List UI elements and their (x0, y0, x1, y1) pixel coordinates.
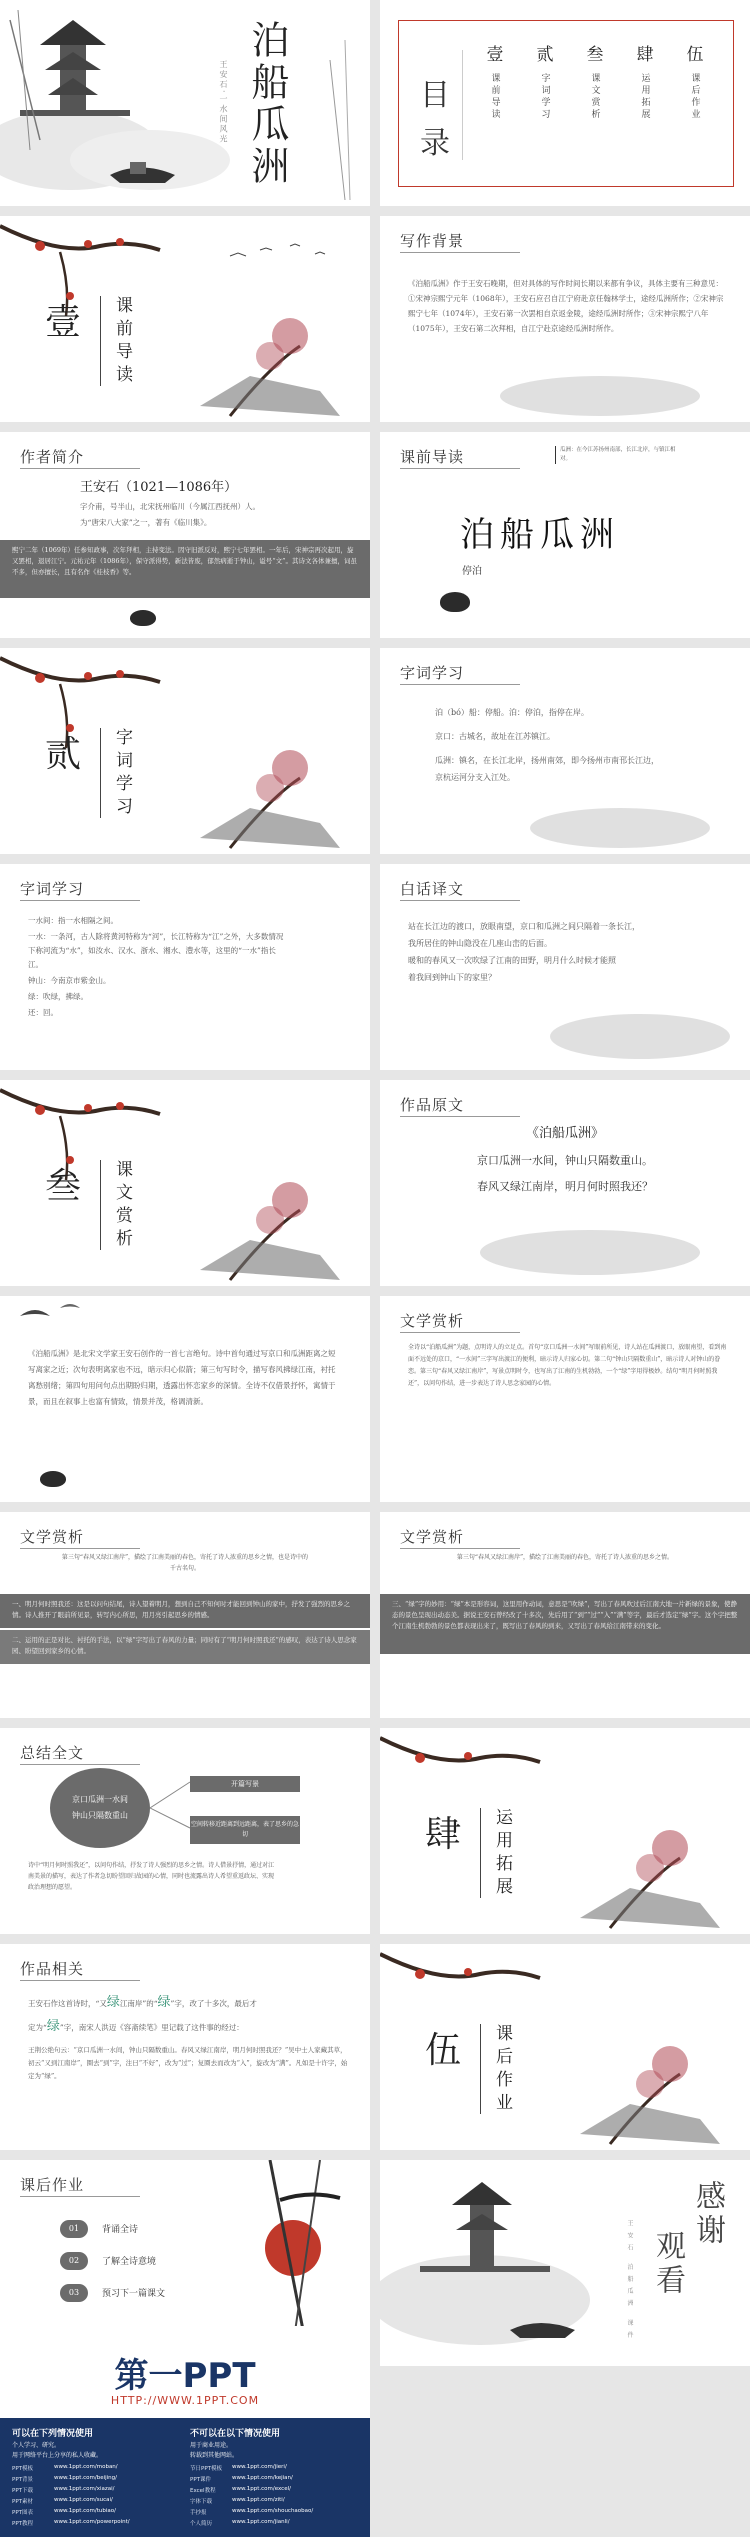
toc-divider (462, 50, 463, 160)
heading-underline (20, 468, 140, 469)
thanks-title-a: 感谢 (690, 2180, 725, 2248)
toc-item[interactable] (575, 40, 615, 121)
footer-link-row[interactable] (190, 2464, 360, 2474)
slide-appreciation-4 (380, 1512, 750, 1718)
vocab-line: 一水间：指一水相隔之间。 (28, 916, 118, 925)
section-divider (480, 1808, 481, 1898)
toc-item-number: 肆 (636, 45, 654, 65)
thanks-title-b: 观看 (650, 2230, 685, 2298)
toc-item-number: 叁 (586, 45, 604, 65)
slide-cover (0, 0, 370, 206)
footer-link-label: PPT课件 (190, 2477, 211, 2483)
vocab-line: 一水：一条河，古人除将黄河特称为“河”，长江特称为“江”之外，大多数情况下称河流为“水”，如汝水、汉水、浙水、湘水、澧水等，这里的“一水”指长江。 (28, 932, 284, 969)
slide-section-2 (0, 648, 370, 854)
appreciation-intro: 第三句“春风又绿江南岸”，描绘了江南美丽的春色，寄托了诗人浓重的思乡之情，也是诗中的千古名句。 (61, 1554, 309, 1572)
vocab-line-3: 瓜洲：镇名，在长江北岸，扬州南郊，即今扬州市南邗长江边，京杭运河分支入江处。 (435, 756, 659, 782)
cover-title: 泊船瓜洲 (245, 20, 289, 188)
slide-appreciation-1 (0, 1296, 370, 1502)
highlight-word: 绿 (106, 1995, 120, 2010)
toc-title-b: 录 (420, 126, 450, 161)
cover-subtitle: 王安石·一水间风光 (219, 60, 228, 145)
footer-link-label: 手抄报 (190, 2510, 207, 2516)
footer-logo: 第一PPT (114, 2356, 256, 2396)
highlight-word: 绿 (157, 1995, 171, 2010)
author-band: 熙宁二年（1069年）任参知政事，次年拜相，主持变法。因守旧派反对，熙宁七年罢相。一年后，宋神宗再次起用，旋又罢相，退居江宁。元祐元年（1086年），保守派得势，新法皆废，郁然病逝于钟山，谥号“文”。其诗文各体兼擅，词虽不多，但亦擅长，且有名作《桂枝香》等。 (0, 540, 370, 598)
heading-underline (400, 1332, 520, 1333)
homework-number-badge: 01 (60, 2220, 88, 2238)
slide-section-5 (380, 1944, 750, 2150)
section-number: 贰 (45, 734, 82, 775)
section-number: 壹 (45, 302, 82, 343)
vocab-list (28, 914, 288, 1022)
appreciation-band: 三、“绿”字的妙用：“绿”本是形容词，这里用作动词，意思是“吹绿”，写出了春风吹过后江南大地一片新绿的景象，使静态的景色呈现出动态美。据说王安石曾经改了十多次，先后用了“到”“过”“入”“满”等字，最后才选定“绿”字。这个字把整个江南生机勃勃的景色都表现出来了，既写出了春风的到来，又写出了春风给江南带来的变化。 (380, 1594, 750, 1654)
slide-thanks (380, 2160, 750, 2366)
slide-translation (380, 864, 750, 1070)
section-vertical-title: 运用拓展 (492, 1808, 512, 1900)
toc-item-number: 贰 (536, 45, 554, 65)
slide-toc (380, 0, 750, 206)
translation-line: 着我回到钟山下的家里？ (408, 973, 496, 982)
translation-text (408, 918, 728, 986)
ink-mountain (550, 1014, 730, 1059)
can-use-2: 用于网络平台上分享的私人收藏。 (12, 2452, 103, 2459)
slide-vocab-2 (0, 864, 370, 1070)
toc-item-label: 运用拓展 (639, 73, 650, 121)
section-divider (480, 2024, 481, 2114)
footer-link-url[interactable]: www.1ppt.com/shouchaobao/ (232, 2508, 314, 2514)
slide-heading: 作品相关 (20, 1960, 85, 1978)
homework-text: 背诵全诗 (102, 2225, 139, 2235)
homework-number-badge: 02 (60, 2252, 88, 2270)
author-name: 王安石（1021—1086年） (80, 480, 238, 495)
slide-heading: 总结全文 (20, 1744, 85, 1762)
homework-text: 预习下一篇课文 (102, 2289, 166, 2299)
ink-stone (440, 592, 470, 612)
author-line-1: 字介甫，号半山，北宋抚州临川（今属江西抚州）人。 (80, 502, 260, 511)
heading-underline (400, 468, 520, 469)
vocab-line-2: 京口：古城名，故址在江苏镇江。 (435, 732, 555, 741)
text-span: 定为“ (28, 2023, 47, 2032)
footer-link-url[interactable]: www.1ppt.com/tubiao/ (54, 2508, 116, 2514)
slide-heading: 课后作业 (20, 2176, 85, 2194)
homework-text: 了解全诗意境 (102, 2257, 157, 2267)
slide-author (0, 432, 370, 638)
footer-link-label: PPT素材 (12, 2499, 33, 2505)
toc-item-label: 课文赏析 (589, 73, 600, 121)
heading-underline (400, 252, 520, 253)
section-vertical-title: 课后作业 (492, 2024, 512, 2116)
text-span: 江南岸”的“ (119, 1999, 158, 2008)
footer-link-url[interactable]: www.1ppt.com/jianli/ (232, 2519, 290, 2525)
section-divider (100, 1160, 101, 1250)
footer-link-label: PPT背景 (12, 2477, 33, 2483)
footer-link-row[interactable] (12, 2464, 182, 2474)
ink-stone (40, 1471, 66, 1487)
text-span: 王安石作这首诗时，“又 (28, 1999, 107, 2008)
slide-heading: 文学赏析 (400, 1312, 465, 1330)
footer-card (0, 2326, 370, 2537)
toc-item[interactable] (675, 40, 715, 121)
heading-underline (20, 1764, 140, 1765)
cannot-use-1: 用于商业用途。 (190, 2442, 233, 2449)
pavilion-ink-painting (0, 0, 370, 206)
slide-heading: 课前导读 (400, 448, 465, 466)
footer-link-url[interactable]: www.1ppt.com/sucai/ (54, 2497, 113, 2503)
slide-appreciation-3 (0, 1512, 370, 1718)
footer-link-label: Excel教程 (190, 2488, 216, 2494)
slide-original-text (380, 1080, 750, 1286)
toc-item-label: 课前导读 (489, 73, 500, 121)
appreciation-intro: 第三句“春风又绿江南岸”，描绘了江南美丽的春色，寄托了诗人浓重的思乡之情。 (456, 1554, 674, 1561)
section-divider (100, 728, 101, 818)
appreciation-text: 《泊船瓜洲》是北宋文学家王安石创作的一首七言绝句。诗中首句通过写京口和瓜洲距离之短写离家之近；次句表明离家也不远，暗示归心似箭；第三句写时令，描写春风拂绿江南，衬托离愁别绪；第四句用问句点出期盼归期，透露出怀恋家乡的深情。全诗不仅借景抒怀，寓情于景，而且在叙事上也富有情致，情景并茂，格调清新。 (28, 1349, 336, 1406)
summary-box-2: 空间转移近距离到远距离，表了思乡的急切 (190, 1816, 300, 1844)
footer-link-label: PPT教程 (12, 2521, 33, 2527)
slide-section-4 (380, 1728, 750, 1934)
slide-heading: 作品原文 (400, 1096, 465, 1114)
related-quote: 王荆公绝句云：“京口瓜洲一水间，钟山只隔数重山。春风又绿江南岸，明月何时照我还？”吴中士人家藏其草，初云“又到江南岸”，圈去“到”字，注曰“不好”，改为“过”；复圈去而改为“入”，旋改为“满”。凡如是十许字，始定为“绿”。 (28, 2046, 348, 2080)
slide-heading: 写作背景 (400, 232, 465, 250)
translation-line: 我所居住的钟山隐没在几座山峦的后面。 (408, 939, 552, 948)
section-number: 伍 (425, 2030, 462, 2071)
cranes-painting (0, 1296, 370, 1336)
section-vertical-title: 字词学习 (112, 728, 132, 820)
toc-item-label: 课后作业 (689, 73, 700, 121)
thanks-subtitle: 王安石 泊船瓜洲 课件 (626, 2220, 633, 2344)
footer-link-url[interactable]: www.1ppt.com/kejian/ (232, 2475, 293, 2481)
slide-section-1 (0, 216, 370, 422)
heading-underline (20, 2196, 140, 2197)
poem-line-1: 京口瓜洲一水间，钟山只隔数重山。 (477, 1154, 653, 1167)
slide-heading: 字词学习 (20, 880, 85, 898)
footer-link-url[interactable]: www.1ppt.com/ziti/ (232, 2497, 285, 2503)
footer-link-label: PPT图表 (12, 2510, 33, 2516)
vocab-line: 钟山：今南京市紫金山。 (28, 976, 111, 985)
vocab-line: 绿：吹绿，拂绿。 (28, 992, 88, 1001)
slide-heading: 文学赏析 (400, 1528, 465, 1546)
cannot-use-title: 不可以在以下情况使用 (190, 2429, 281, 2439)
background-text: 《泊船瓜洲》作于王安石晚期，但对具体的写作时间长期以来都有争议，具体主要有三种意见：①宋神宗熙宁元年（1068年），王安石应召自江宁府赴京任翰林学士，途经瓜洲所作；②宋神宗熙宁七年（1074年），王安石第一次罢相自京返金陵，途经瓜洲时所作；③宋神宗熙宁八年（1075年），王安石第二次拜相，自江宁赴京途经瓜洲时所作。 (408, 279, 724, 333)
footer-info-band (0, 2418, 370, 2537)
related-line-2 (28, 2018, 348, 2036)
footer-link-label: 节日PPT模板 (190, 2466, 222, 2472)
slide-heading: 字词学习 (400, 664, 465, 682)
pre-reading-note: 瓜洲：在今江苏扬州南部，长江北岸，与镇江相对。 (555, 446, 680, 464)
summary-circle-line-2: 钟山只隔数重山 (72, 1811, 128, 1820)
highlight-word: 绿 (46, 2019, 60, 2034)
can-use-title: 可以在下列情况使用 (12, 2429, 94, 2439)
ink-mountain (480, 1230, 700, 1275)
toc-item[interactable] (475, 40, 515, 121)
slide-related (0, 1944, 370, 2150)
vocab-line: 还：回。 (28, 1008, 58, 1017)
section-vertical-title: 课文赏析 (112, 1160, 132, 1252)
slide-heading: 文学赏析 (20, 1528, 85, 1546)
footer-link-row[interactable] (190, 2508, 360, 2518)
translation-line: 暖和的春风又一次吹绿了江南的田野，明月什么时候才能照 (408, 956, 616, 965)
vocab-line-1: 泊（bó）船：停船。泊：停泊，指停在岸。 (435, 708, 589, 717)
appreciation-band-1: 一、明月何时照我还：这是以问句结尾，诗人望着明月，想到自己不知何时才能回到钟山的家中，抒发了强烈的思乡之情。诗人推开了眼前所见景，转写内心所思，用月亮引起思乡的情感。 (0, 1594, 370, 1628)
text-span: ”字，改了十多次，最后才 (170, 1999, 257, 2008)
summary-text: 诗中“明月何时照我还”，以问句作结，抒发了诗人强烈的思乡之情。诗人借景抒情，通过对江南美景的描写，表达了作者急切盼望回归故园的心情，同时也流露出诗人希望重返政坛、实现政治理想的愿望。 (28, 1862, 275, 1891)
toc-title-a: 目 (420, 78, 450, 113)
heading-underline (400, 900, 520, 901)
slide-appreciation-2 (380, 1296, 750, 1502)
footer-link-label: PPT模板 (12, 2466, 33, 2472)
ink-mountain (500, 376, 700, 416)
footer-link-url[interactable]: www.1ppt.com/powerpoint/ (54, 2519, 130, 2525)
footer-link-url[interactable]: www.1ppt.com/moban/ (54, 2464, 118, 2470)
slide-pre-reading (380, 432, 750, 638)
toc-item-number: 伍 (686, 45, 704, 65)
text-span: ”字，南宋人洪迈《容斋续笔》里记载了这件事的经过： (59, 2023, 244, 2032)
heading-underline (20, 900, 140, 901)
poem-title-gloss: 停泊 (462, 566, 482, 577)
section-divider (100, 296, 101, 386)
slide-heading: 作者简介 (20, 448, 85, 466)
footer-link-row[interactable] (12, 2497, 182, 2507)
footer-link-label: PPT下载 (12, 2488, 33, 2494)
toc-item[interactable] (625, 40, 665, 121)
summary-box-1: 开篇写景 (190, 1776, 300, 1792)
heading-underline (20, 1548, 140, 1549)
slide-vocab-1 (380, 648, 750, 854)
toc-item[interactable] (525, 40, 565, 121)
slide-background (380, 216, 750, 422)
heading-underline (400, 1548, 520, 1549)
footer-link-label: 字体下载 (190, 2499, 213, 2505)
homework-item (60, 2220, 260, 2240)
footer-link-row[interactable] (190, 2519, 360, 2529)
toc-item-number: 壹 (486, 45, 504, 65)
footer-link-row[interactable] (190, 2475, 360, 2485)
homework-item (60, 2284, 260, 2304)
related-line-1 (28, 1994, 348, 2012)
footer-link-row[interactable] (12, 2508, 182, 2518)
summary-circle (50, 1768, 150, 1848)
section-number: 肆 (425, 1814, 462, 1855)
homework-number-badge: 03 (60, 2284, 88, 2302)
slide-heading: 白话译文 (400, 880, 465, 898)
footer-link-row[interactable] (12, 2475, 182, 2485)
footer-link-url[interactable]: www.1ppt.com/xiazai/ (54, 2486, 115, 2492)
footer-link-row[interactable] (12, 2486, 182, 2496)
footer-link-url[interactable]: www.1ppt.com/excel/ (232, 2486, 291, 2492)
appreciation-text: 全诗以“泊船瓜洲”为题，点明诗人的立足点。首句“京口瓜洲一水间”写眼前所见，诗人站在瓜洲渡口，放眼南望，看到南面不远处的京口，“一水间”三字写出渡江的便利，暗示诗人归家心切。第二句“钟山只隔数重山”，暗示诗人对钟山的眷恋。第三句“春风又绿江南岸”，写景点明时令，也写出了江南的生机勃勃，一个“绿”字用得极妙。结句“明月何时照我还”，以问句作结，进一步表达了诗人思念家园的心情。 (408, 1344, 727, 1387)
footer-link-row[interactable] (12, 2519, 182, 2529)
author-line-2: 为“唐宋八大家”之一，著有《临川集》。 (80, 518, 212, 527)
footer-link-url[interactable]: www.1ppt.com/beijing/ (54, 2475, 118, 2481)
slide-summary (0, 1728, 370, 1934)
summary-circle-line-1: 京口瓜洲一水间 (72, 1795, 128, 1804)
slide-section-3 (0, 1080, 370, 1286)
poem-title-large: 泊船瓜洲 (460, 515, 620, 555)
poem-title: 《泊船瓜洲》 (525, 1126, 604, 1141)
cannot-use-2: 转载到其他网站。 (190, 2452, 239, 2459)
poem-line-2: 春风又绿江南岸，明月何时照我还？ (477, 1180, 653, 1193)
can-use-1: 个人学习、研究。 (12, 2442, 61, 2449)
footer-link-label: 个人简历 (190, 2521, 213, 2527)
heading-underline (400, 1116, 520, 1117)
footer-url[interactable]: HTTP://WWW.1PPT.COM (110, 2394, 260, 2407)
footer-link-url[interactable]: www.1ppt.com/jieri/ (232, 2464, 287, 2470)
heading-underline (400, 684, 520, 685)
footer-link-row[interactable] (190, 2486, 360, 2496)
homework-item (60, 2252, 260, 2272)
translation-line: 站在长江边的渡口，放眼南望，京口和瓜洲之间只隔着一条长江， (408, 922, 640, 931)
footer-link-row[interactable] (190, 2497, 360, 2507)
heading-underline (20, 1980, 140, 1981)
appreciation-band-2: 二、运用的正是对比、衬托的手法，以“绿”字写出了春风的力量；同时有了“明月何时照我还”的感叹，表达了诗人思念家园、盼望回到家乡的心情。 (0, 1630, 370, 1664)
section-vertical-title: 课前导读 (112, 296, 132, 388)
section-number: 叁 (45, 1166, 82, 1207)
toc-item-label: 字词学习 (539, 73, 550, 121)
ink-mountain (530, 808, 710, 848)
ink-stone (130, 610, 156, 626)
